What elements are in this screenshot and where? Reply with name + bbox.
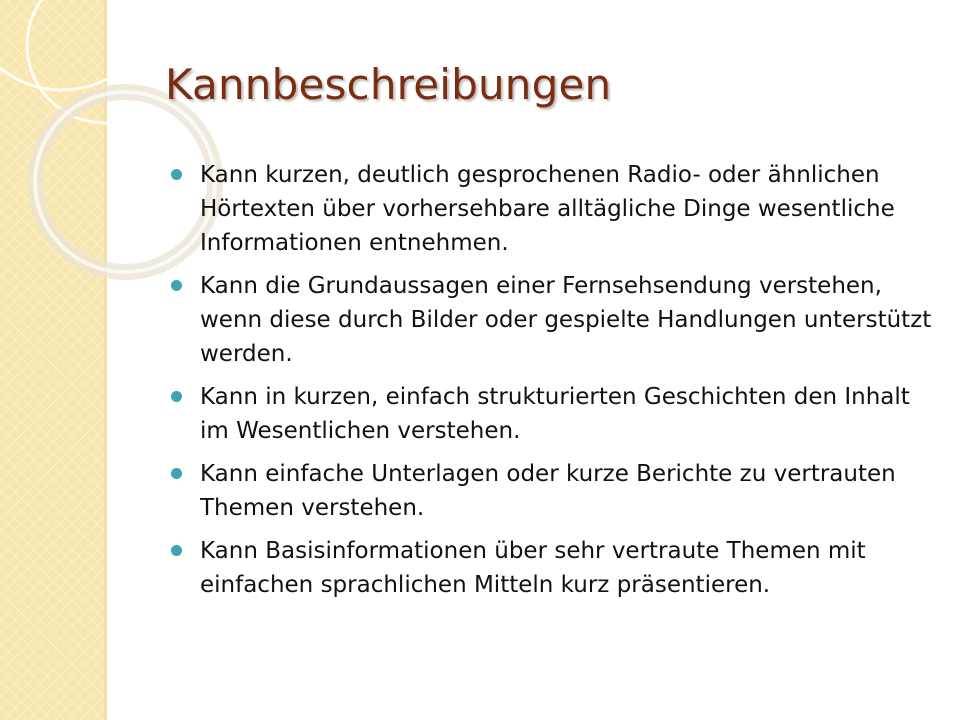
decorative-divider <box>104 0 107 720</box>
slide-title: Kannbeschreibungen <box>165 60 612 109</box>
bullet-dot-icon <box>171 280 182 291</box>
bullet-dot-icon <box>171 391 182 402</box>
bullet-item <box>165 269 940 371</box>
bullet-text: Kann die Grundaussagen einer Fernsehsendung verstehen, wenn diese durch Bilder oder gespielte Handlungen unterstützt werden. <box>200 273 932 367</box>
bullet-item <box>165 158 940 260</box>
bullet-item <box>165 457 940 525</box>
bullet-text: Kann Basisinformationen über sehr vertraute Themen mit einfachen sprachlichen Mitteln kurz präsentieren. <box>200 538 866 598</box>
bullet-dot-icon <box>171 545 182 556</box>
bullet-text: Kann kurzen, deutlich gesprochenen Radio- oder ähnlichen Hörtexten über vorhersehbare alltägliche Dinge wesentliche Informationen entnehmen. <box>200 162 895 256</box>
decorative-side-band <box>0 0 107 720</box>
bullet-text: Kann in kurzen, einfach strukturierten Geschichten den Inhalt im Wesentlichen verstehen. <box>200 384 910 444</box>
bullet-text: Kann einfache Unterlagen oder kurze Berichte zu vertrauten Themen verstehen. <box>200 461 896 521</box>
bullet-item <box>165 534 940 602</box>
bullet-item <box>165 380 940 448</box>
bullet-dot-icon <box>171 468 182 479</box>
bullet-dot-icon <box>171 169 182 180</box>
bullet-list <box>165 158 940 611</box>
